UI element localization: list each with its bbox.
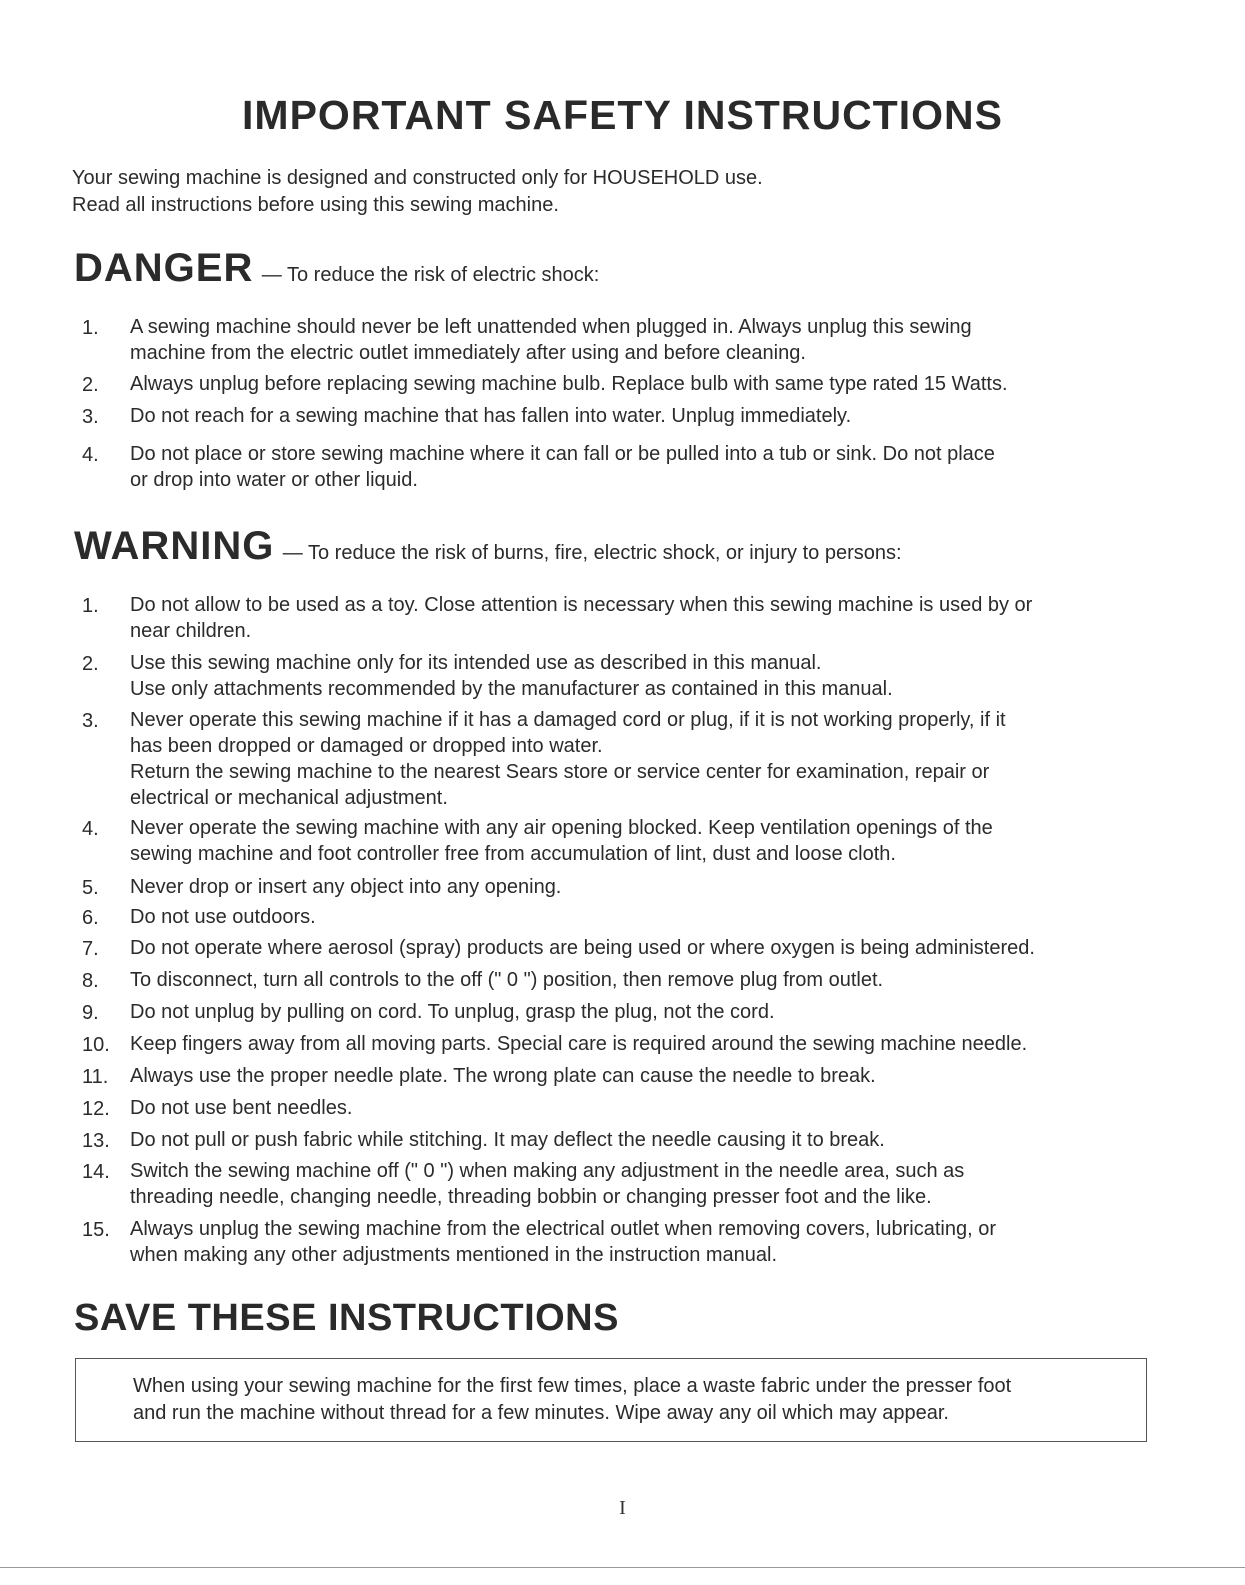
note-line: and run the machine without thread for a few minutes. Wipe away any oil which may appear.	[133, 1402, 949, 1424]
item-text	[130, 999, 1140, 1025]
item-number: 6.	[82, 907, 99, 929]
item-line: Keep fingers away from all moving parts. Special care is required around the sewing machine needle.	[130, 1033, 1028, 1055]
item-text	[130, 935, 1140, 961]
item-text	[130, 592, 1140, 644]
item-number: 5.	[82, 877, 99, 899]
item-text	[130, 403, 1140, 429]
intro-line: Read all instructions before using this sewing machine.	[72, 194, 559, 216]
item-number: 9.	[82, 1002, 99, 1024]
item-number: 2.	[82, 653, 99, 675]
item-line: Always unplug before replacing sewing machine bulb. Replace bulb with same type rated 15 Watts.	[130, 373, 1008, 395]
item-line: or drop into water or other liquid.	[130, 469, 418, 491]
item-line: Never operate the sewing machine with any air opening blocked. Keep ventilation openings of the	[130, 817, 993, 839]
item-line: Switch the sewing machine off (" 0 ") when making any adjustment in the needle area, such as	[130, 1160, 965, 1182]
item-text	[130, 1216, 1140, 1268]
item-text	[130, 904, 1140, 930]
item-line: has been dropped or damaged or dropped into water.	[130, 735, 603, 757]
item-text	[130, 1095, 1140, 1121]
save-instructions-heading: SAVE THESE INSTRUCTIONS	[74, 1297, 619, 1339]
page-title: IMPORTANT SAFETY INSTRUCTIONS	[242, 92, 1003, 138]
item-number: 12.	[82, 1098, 110, 1120]
warning-heading	[74, 524, 902, 569]
intro-text	[72, 165, 763, 219]
item-text	[130, 1158, 1140, 1210]
item-line: A sewing machine should never be left unattended when plugged in. Always unplug this sewing	[130, 316, 972, 338]
item-line: threading needle, changing needle, threading bobbin or changing presser foot and the like.	[130, 1186, 932, 1208]
item-line: Do not reach for a sewing machine that has fallen into water. Unplug immediately.	[130, 405, 852, 427]
danger-label: DANGER	[74, 246, 254, 290]
item-number: 11.	[82, 1066, 109, 1088]
item-text	[130, 707, 1140, 811]
item-line: near children.	[130, 620, 252, 642]
item-number: 1.	[82, 595, 99, 617]
page-number: I	[619, 1497, 626, 1519]
item-line: Always unplug the sewing machine from the electrical outlet when removing covers, lubricating, or	[130, 1218, 996, 1240]
item-line: Never operate this sewing machine if it has a damaged cord or plug, if it is not working properly, if it	[130, 709, 1006, 731]
item-text	[130, 1031, 1140, 1057]
item-line: Do not pull or push fabric while stitching. It may deflect the needle causing it to break.	[130, 1129, 885, 1151]
item-line: Always use the proper needle plate. The wrong plate can cause the needle to break.	[130, 1065, 876, 1087]
item-number: 7.	[82, 938, 99, 960]
item-text	[130, 314, 1140, 366]
item-number: 8.	[82, 970, 99, 992]
item-line: Do not place or store sewing machine where it can fall or be pulled into a tub or sink. Do not place	[130, 443, 995, 465]
item-line: Return the sewing machine to the nearest Sears store or service center for examination, repair or	[130, 761, 990, 783]
item-number: 15.	[82, 1219, 110, 1241]
item-number: 4.	[82, 444, 99, 466]
footer-divider	[0, 1567, 1245, 1568]
item-line: machine from the electric outlet immediately after using and before cleaning.	[130, 342, 806, 364]
item-line: Do not use outdoors.	[130, 906, 316, 928]
danger-subheading: — To reduce the risk of electric shock:	[261, 264, 600, 286]
item-number: 1.	[82, 317, 99, 339]
warning-subheading: — To reduce the risk of burns, fire, electric shock, or injury to persons:	[282, 542, 902, 564]
item-text	[130, 441, 1140, 493]
item-number: 14.	[82, 1161, 110, 1183]
item-number: 10.	[82, 1034, 110, 1056]
item-number: 4.	[82, 818, 99, 840]
item-line: To disconnect, turn all controls to the off (" 0 ") position, then remove plug from outlet.	[130, 969, 884, 991]
item-line: electrical or mechanical adjustment.	[130, 787, 448, 809]
item-line: Do not use bent needles.	[130, 1097, 353, 1119]
note-text	[133, 1373, 1123, 1427]
item-number: 2.	[82, 374, 99, 396]
item-text	[130, 371, 1140, 397]
item-text	[130, 967, 1140, 993]
item-line: when making any other adjustments mentioned in the instruction manual.	[130, 1244, 778, 1266]
item-line: Do not unplug by pulling on cord. To unplug, grasp the plug, not the cord.	[130, 1001, 775, 1023]
item-line: Do not allow to be used as a toy. Close attention is necessary when this sewing machine is used by or	[130, 594, 1033, 616]
item-line: Never drop or insert any object into any opening.	[130, 876, 562, 898]
item-line: Use this sewing machine only for its intended use as described in this manual.	[130, 652, 822, 674]
item-line: sewing machine and foot controller free from accumulation of lint, dust and loose cloth.	[130, 843, 896, 865]
intro-line: Your sewing machine is designed and constructed only for HOUSEHOLD use.	[72, 167, 763, 189]
item-line: Do not operate where aerosol (spray) products are being used or where oxygen is being administered.	[130, 937, 1035, 959]
item-text	[130, 1127, 1140, 1153]
item-text	[130, 874, 1140, 900]
danger-heading	[74, 246, 599, 291]
item-number: 13.	[82, 1130, 110, 1152]
item-line: Use only attachments recommended by the manufacturer as contained in this manual.	[130, 678, 893, 700]
item-number: 3.	[82, 406, 99, 428]
note-box	[75, 1358, 1147, 1442]
warning-label: WARNING	[74, 524, 275, 568]
note-line: When using your sewing machine for the first few times, place a waste fabric under the presser foot	[133, 1375, 1012, 1397]
item-number: 3.	[82, 710, 99, 732]
item-text	[130, 1063, 1140, 1089]
item-text	[130, 650, 1140, 702]
item-text	[130, 815, 1140, 867]
